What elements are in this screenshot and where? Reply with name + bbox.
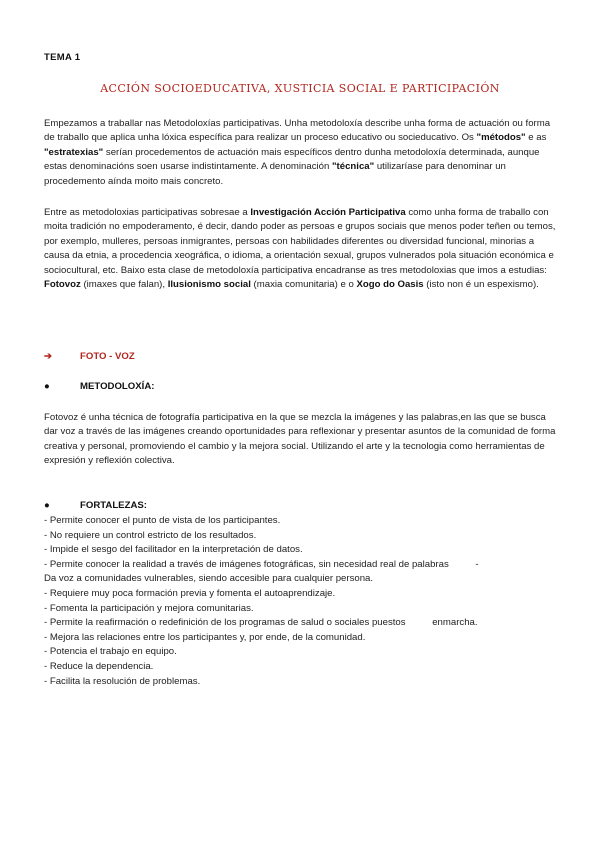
list-item: - Mejora las relaciones entre los participantes y, por ende, de la comunidad. xyxy=(44,631,366,643)
list-item: - Permite conocer el punto de vista de los participantes. xyxy=(44,515,281,526)
fortalezas-heading xyxy=(44,500,147,511)
text-run: (maxia comunitaria) e o xyxy=(250,279,357,291)
intro-paragraph-2 xyxy=(44,206,556,292)
text-bold: Xogo do Oasis xyxy=(356,279,424,291)
list-item: - Facilita la resolución de problemas. xyxy=(44,675,201,687)
text-run: como unha forma de traballo con moita tradición no empoderamento, é decir, dando poder as persoas e grupos sociais que menos poder teñen ou temos, por exemplo, mulleres, persoas inmigrantes, persoas con habilidades diferentes ou diversidad funcional, minorias a causa da etnia, a procedencia xeográfica, o idioma, a orientación sexual, grupos vulnerados pola situación económica e sociocultural, etc. Baixo esta clase de metodoloxía participativa encadranse as tres metodoloxias que imos a estudias: xyxy=(44,207,556,276)
heading-text: FORTALEZAS: xyxy=(80,500,147,511)
text-run: Entre as metodoloxias participativas sobresae a xyxy=(44,207,251,218)
text-run: Empezamos a traballar nas Metodoloxías participativas. Unha metodoloxía describe unha forma de actuación ou forma de traballo que aplica unha lóxica específica para realizar un proceso educativo ou socieducativo. Os xyxy=(44,118,551,144)
list-item: - Permite la reafirmación o redefinición de los programas de salud o sociales puestos enmarcha. xyxy=(44,617,478,629)
list-item: - Permite conocer la realidad a través de imágenes fotográficas, sin necesidad real de palabras - xyxy=(44,558,479,570)
heading-text: FOTO - VOZ xyxy=(80,351,135,362)
list-item: - Impide el sesgo del facilitador en la interpretación de datos. xyxy=(44,544,303,556)
list-item: - Requiere muy poca formación previa y fomenta el autoaprendizaje. xyxy=(44,587,336,599)
text-run: (isto non é un espexismo). xyxy=(423,279,539,291)
list-item: - No requiere un control estricto de los resultados. xyxy=(44,529,257,541)
list-item: - Fomenta la participación y mejora comunitarias. xyxy=(44,602,254,614)
text-run: e as xyxy=(525,132,547,144)
list-item: - Reduce la dependencia. xyxy=(44,660,154,672)
metodoloxia-paragraph: Fotovoz é unha técnica de fotografía participativa en la que se mezcla la imágenes y las palabras,en las que se busca dar voz a través de las imágenes creando oportunidades para reflexionar y presentar asuntos de la comunidad de forma creativa y personal, promoviendo el cambio y la mejora social. Utilizando el arte y la tecnologia como herramientas de expresión y reflexión colectiva. xyxy=(44,412,556,467)
metodoloxia-heading xyxy=(44,381,154,392)
bullet-icon: ● xyxy=(44,381,50,392)
text-bold: Fotovoz xyxy=(44,279,81,291)
text-run: utilizaríase para denominar un procedemento aínda moito mais concreto. xyxy=(44,161,506,187)
section-label: TEMA 1 xyxy=(44,52,81,63)
intro-paragraph-1 xyxy=(44,117,556,189)
heading-text: METODOLOXÍA: xyxy=(80,381,155,392)
text-bold: Investigación Acción Participativa xyxy=(250,207,406,218)
bullet-icon: ● xyxy=(44,500,50,511)
text-run: (imaxes que falan), xyxy=(80,279,168,291)
list-item: Da voz a comunidades vulnerables, siendo accesible para cualquier persona. xyxy=(44,573,374,585)
text-bold: "estratexias" xyxy=(44,146,104,158)
fortalezas-list xyxy=(44,514,564,689)
text-run: serían procedementos de actuación mais específicos dentro dunha metodoloxía determinada, aunque estas denominacións soen usarse indistintamente. A denominación xyxy=(44,146,540,173)
arrow-right-icon: ➔ xyxy=(44,351,53,362)
page-title: ACCIÓN SOCIOEDUCATIVA, XUSTICIA SOCIAL E PARTICIPACIÓN xyxy=(100,82,500,95)
foto-voz-heading xyxy=(44,351,135,362)
list-item: - Potencia el trabajo en equipo. xyxy=(44,646,177,658)
text-bold: "técnica" xyxy=(332,161,375,173)
text-bold: "métodos" xyxy=(476,132,526,144)
text-bold: Ilusionismo social xyxy=(167,279,251,291)
